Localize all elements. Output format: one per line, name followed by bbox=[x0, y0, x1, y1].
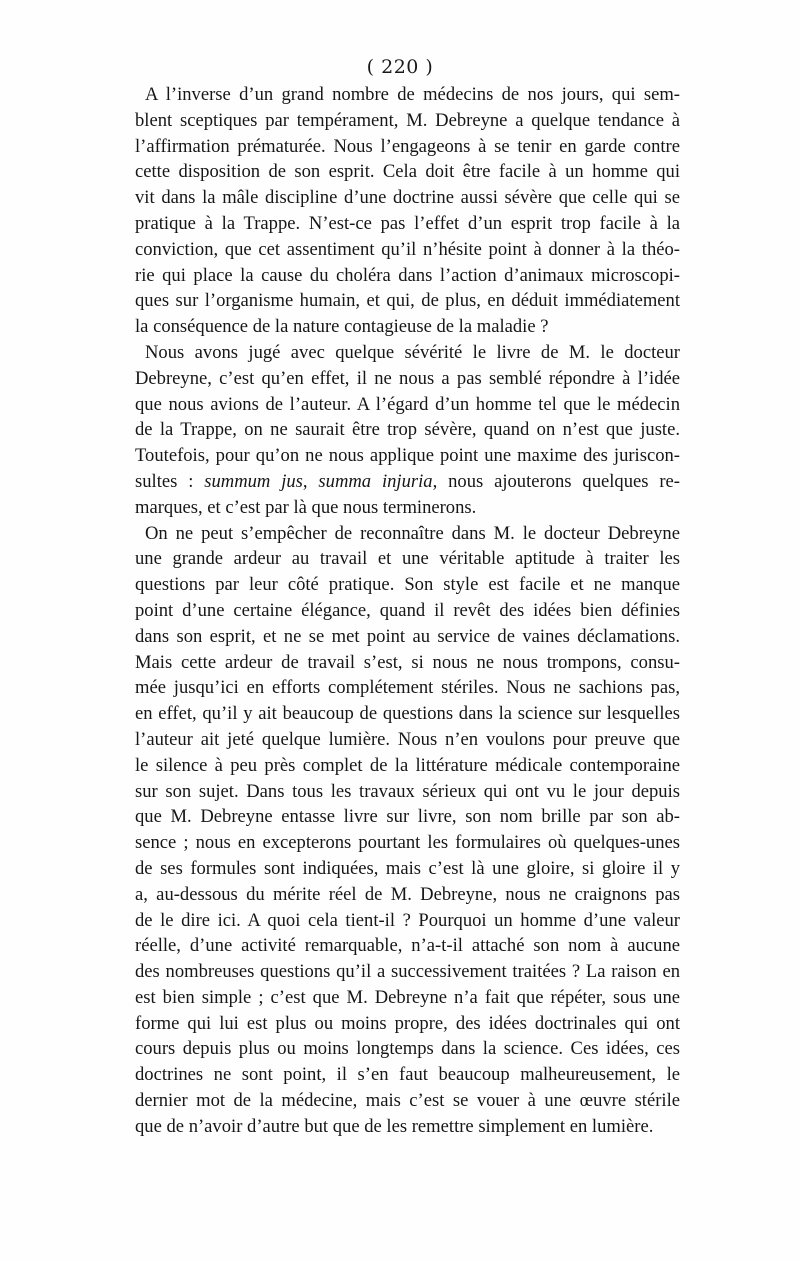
text-line: conviction, que cet assentiment qu’il n’hésite point à donner à la théo- bbox=[135, 238, 680, 260]
text-line: que M. Debreyne entasse livre sur livre, son nom brille par son ab- bbox=[135, 806, 680, 828]
text-line: l’auteur ait jeté quelque lumière. Nous n’en voulons pour preuve que bbox=[135, 728, 680, 750]
text-line: des nombreuses questions qu’il a successivement traitées ? La raison en bbox=[135, 961, 680, 983]
text-line: marques, et c’est par là que nous terminerons. bbox=[135, 496, 477, 518]
text-line: forme qui lui est plus ou moins propre, des idées doctrinales qui ont bbox=[135, 1012, 680, 1034]
text-line: Mais cette ardeur de travail s’est, si nous ne nous trompons, consu- bbox=[135, 651, 680, 673]
text-line: sur son sujet. Dans tous les travaux sérieux qui ont vu le jour depuis bbox=[135, 780, 680, 802]
text-line: blent sceptiques par tempérament, M. Debreyne a quelque tendance à bbox=[135, 109, 680, 131]
paragraph bbox=[135, 521, 680, 1140]
page-number: ( 220 ) bbox=[366, 56, 434, 78]
text-line: sence ; nous en excepterons pourtant les formulaires où quelques-unes bbox=[135, 832, 680, 854]
text-line: en effet, qu’il y ait beaucoup de questions dans la science sur lesquelles bbox=[135, 703, 680, 725]
paragraph bbox=[135, 340, 680, 521]
body-text bbox=[135, 82, 680, 1140]
text-line: que nous avions de l’auteur. A l’égard d’un homme tel que le médecin bbox=[135, 393, 680, 415]
text-line: vit dans la mâle discipline d’une doctrine aussi sévère que celle qui se bbox=[135, 187, 680, 209]
text-line: point d’une certaine élégance, quand il revêt des idées bien définies bbox=[135, 599, 680, 621]
text-line: l’affirmation prématurée. Nous l’engageons à se tenir en garde contre bbox=[135, 135, 680, 157]
text-line: que de n’avoir d’autre but que de les remettre simplement en lumière. bbox=[135, 1115, 654, 1137]
text-line: de la Trappe, on ne saurait être trop sévère, quand on n’est que juste. bbox=[135, 419, 680, 441]
text-line: A l’inverse d’un grand nombre de médecins de nos jours, qui sem- bbox=[145, 84, 680, 105]
text-line: sultes : summum jus, summa injuria, nous ajouterons quelques re- bbox=[135, 470, 680, 492]
text-line: Debreyne, c’est qu’en effet, il ne nous a pas semblé répondre à l’idée bbox=[135, 367, 680, 389]
text-line: ques sur l’organisme humain, et qui, de plus, en déduit immédiatement bbox=[135, 290, 680, 312]
text-line: rie qui place la cause du choléra dans l’action d’animaux microscopi- bbox=[135, 264, 680, 286]
text-line: réelle, d’une activité remarquable, n’a-t-il attaché son nom à aucune bbox=[135, 935, 680, 957]
text-line: cours depuis plus ou moins longtemps dans la science. Ces idées, ces bbox=[135, 1038, 680, 1060]
text-line: doctrines ne sont point, il s’en faut beaucoup malheureusement, le bbox=[135, 1064, 680, 1086]
text-line: pratique à la Trappe. N’est-ce pas l’effet d’un esprit trop facile à la bbox=[135, 212, 680, 234]
text-line: dernier mot de la médecine, mais c’est se vouer à une œuvre stérile bbox=[135, 1090, 680, 1112]
text-line: de ses formules sont indiquées, mais c’est là une gloire, si gloire il y bbox=[135, 857, 680, 879]
text-line: est bien simple ; c’est que M. Debreyne n’a fait que répéter, sous une bbox=[135, 986, 680, 1008]
text-line: le silence à peu près complet de la littérature médicale contemporaine bbox=[135, 754, 680, 776]
text-line: de le dire ici. A quoi cela tient-il ? Pourquoi un homme d’une valeur bbox=[135, 909, 680, 931]
text-line: a, au-dessous du mérite réel de M. Debreyne, nous ne craignons pas bbox=[135, 883, 680, 905]
text-line: Toutefois, pour qu’on ne nous applique point une maxime des juriscon- bbox=[135, 445, 680, 467]
text-line: questions par leur côté pratique. Son style est facile et ne manque bbox=[135, 574, 680, 596]
text-line: cette disposition de son esprit. Cela doit être facile à un homme qui bbox=[135, 161, 680, 183]
paragraph bbox=[135, 82, 680, 340]
text-line: On ne peut s’empêcher de reconnaître dans M. le docteur Debreyne bbox=[145, 522, 680, 544]
text-line: la conséquence de la nature contagieuse de la maladie ? bbox=[135, 316, 549, 338]
text-line: mée jusqu’ici en efforts complétement stériles. Nous ne sachions pas, bbox=[135, 677, 680, 699]
text-line: Nous avons jugé avec quelque sévérité le livre de M. le docteur bbox=[145, 341, 680, 363]
text-line: dans son esprit, et ne se met point au service de vaines déclamations. bbox=[135, 625, 680, 647]
text-line: une grande ardeur au travail et une véritable aptitude à traiter les bbox=[135, 548, 680, 570]
